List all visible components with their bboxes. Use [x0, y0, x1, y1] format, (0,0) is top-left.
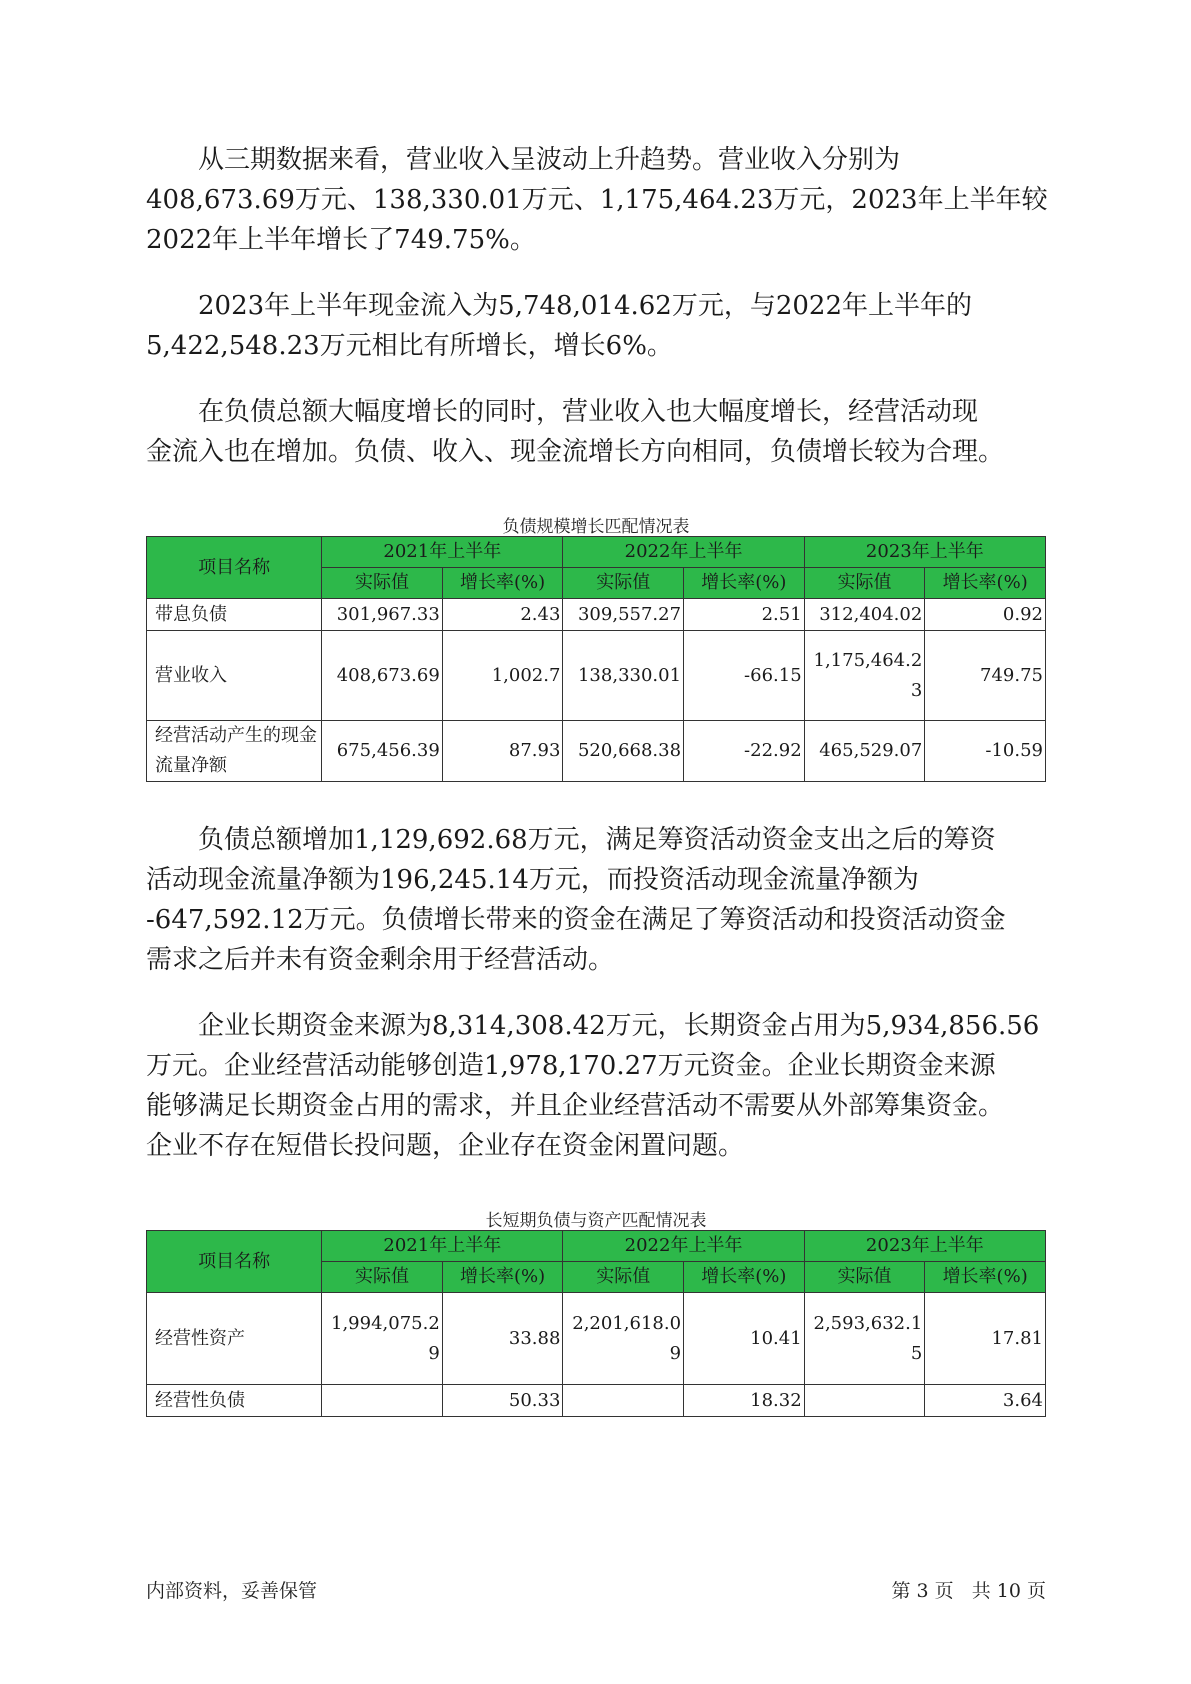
header-actual: 实际值	[322, 568, 443, 599]
cell-value: 1,175,464.23	[804, 631, 925, 721]
cell-value: 520,668.38	[563, 721, 684, 782]
cell-value: 301,967.33	[322, 599, 443, 631]
header-rate: 增长率(%)	[925, 1262, 1046, 1293]
paragraph-line: 能够满足长期资金占用的需求，并且企业经营活动不需要从外部筹集资金。	[146, 1091, 1005, 1121]
cell-value: 87.93	[442, 721, 563, 782]
debt-scale-table	[146, 536, 1046, 782]
table-row	[147, 599, 1046, 631]
header-actual: 实际值	[563, 1262, 684, 1293]
cell-value: -10.59	[925, 721, 1046, 782]
cell-value: 2.43	[442, 599, 563, 631]
asset-liability-table	[146, 1230, 1046, 1417]
header-item-name: 项目名称	[147, 1231, 322, 1293]
footer-page-number: 第 3 页 共 10 页	[891, 1580, 1046, 1602]
cell-value: 312,404.02	[804, 599, 925, 631]
paragraph-line: 2022年上半年增长了749.75%。	[146, 225, 536, 255]
header-rate: 增长率(%)	[442, 1262, 563, 1293]
paragraph-line: 金流入也在增加。负债、收入、现金流增长方向相同，负债增长较为合理。	[146, 437, 1005, 467]
cell-value: 3.64	[925, 1385, 1046, 1417]
table-caption: 负债规模增长匹配情况表	[502, 517, 690, 537]
header-actual: 实际值	[322, 1262, 443, 1293]
cell-value	[322, 1385, 443, 1417]
cell-value: 17.81	[925, 1293, 1046, 1385]
paragraph-line: 在负债总额大幅度增长的同时，营业收入也大幅度增长，经营活动现	[198, 397, 979, 427]
cell-value: 10.41	[684, 1293, 805, 1385]
paragraph-line: 5,422,548.23万元相比有所增长，增长6%。	[146, 331, 673, 361]
row-name: 经营性负债	[147, 1385, 322, 1417]
cell-value: -66.15	[684, 631, 805, 721]
table-row	[147, 721, 1046, 782]
table-caption: 长短期负债与资产匹配情况表	[485, 1211, 707, 1231]
header-rate: 增长率(%)	[684, 568, 805, 599]
cell-value: 675,456.39	[322, 721, 443, 782]
row-name: 带息负债	[147, 599, 322, 631]
paragraph-line: -647,592.12万元。负债增长带来的资金在满足了筹资活动和投资活动资金	[146, 905, 1006, 935]
cell-value: 2,201,618.09	[563, 1293, 684, 1385]
paragraph-line: 408,673.69万元、138,330.01万元、1,175,464.23万元，2023年上半年较	[146, 185, 1048, 215]
cell-value	[563, 1385, 684, 1417]
header-rate: 增长率(%)	[925, 568, 1046, 599]
paragraph-line: 企业长期资金来源为8,314,308.42万元，长期资金占用为5,934,856.56	[198, 1011, 1040, 1041]
row-name: 经营活动产生的现金流量净额	[147, 721, 322, 782]
header-year-2021: 2021年上半年	[322, 1231, 563, 1262]
table-row	[147, 1293, 1046, 1385]
cell-value: 408,673.69	[322, 631, 443, 721]
cell-value	[804, 1385, 925, 1417]
header-actual: 实际值	[804, 568, 925, 599]
header-actual: 实际值	[563, 568, 684, 599]
header-year-2021: 2021年上半年	[322, 537, 563, 568]
header-actual: 实际值	[804, 1262, 925, 1293]
paragraph-line: 需求之后并未有资金剩余用于经营活动。	[146, 945, 615, 975]
header-item-name: 项目名称	[147, 537, 322, 599]
cell-value: 18.32	[684, 1385, 805, 1417]
paragraph-line: 活动现金流量净额为196,245.14万元，而投资活动现金流量净额为	[146, 865, 919, 895]
cell-value: 2,593,632.15	[804, 1293, 925, 1385]
cell-value: 33.88	[442, 1293, 563, 1385]
cell-value: 1,002.7	[442, 631, 563, 721]
paragraph-line: 企业不存在短借长投问题，企业存在资金闲置问题。	[146, 1131, 745, 1161]
paragraph-line: 从三期数据来看，营业收入呈波动上升趋势。营业收入分别为	[198, 145, 901, 175]
table-row	[147, 631, 1046, 721]
cell-value: 138,330.01	[563, 631, 684, 721]
header-rate: 增长率(%)	[684, 1262, 805, 1293]
header-year-2023: 2023年上半年	[804, 1231, 1045, 1262]
cell-value: 1,994,075.29	[322, 1293, 443, 1385]
footer-confidential-note: 内部资料，妥善保管	[146, 1580, 318, 1602]
header-year-2022: 2022年上半年	[563, 1231, 804, 1262]
paragraph-line: 负债总额增加1,129,692.68万元，满足筹资活动资金支出之后的筹资	[198, 825, 996, 855]
paragraph-line: 万元。企业经营活动能够创造1,978,170.27万元资金。企业长期资金来源	[146, 1051, 996, 1081]
header-year-2023: 2023年上半年	[804, 537, 1045, 568]
cell-value: 749.75	[925, 631, 1046, 721]
header-rate: 增长率(%)	[442, 568, 563, 599]
cell-value: -22.92	[684, 721, 805, 782]
row-name: 营业收入	[147, 631, 322, 721]
paragraph-line: 2023年上半年现金流入为5,748,014.62万元，与2022年上半年的	[198, 291, 973, 321]
cell-value: 0.92	[925, 599, 1046, 631]
header-year-2022: 2022年上半年	[563, 537, 804, 568]
cell-value: 2.51	[684, 599, 805, 631]
row-name: 经营性资产	[147, 1293, 322, 1385]
cell-value: 465,529.07	[804, 721, 925, 782]
cell-value: 50.33	[442, 1385, 563, 1417]
table-row	[147, 1385, 1046, 1417]
cell-value: 309,557.27	[563, 599, 684, 631]
